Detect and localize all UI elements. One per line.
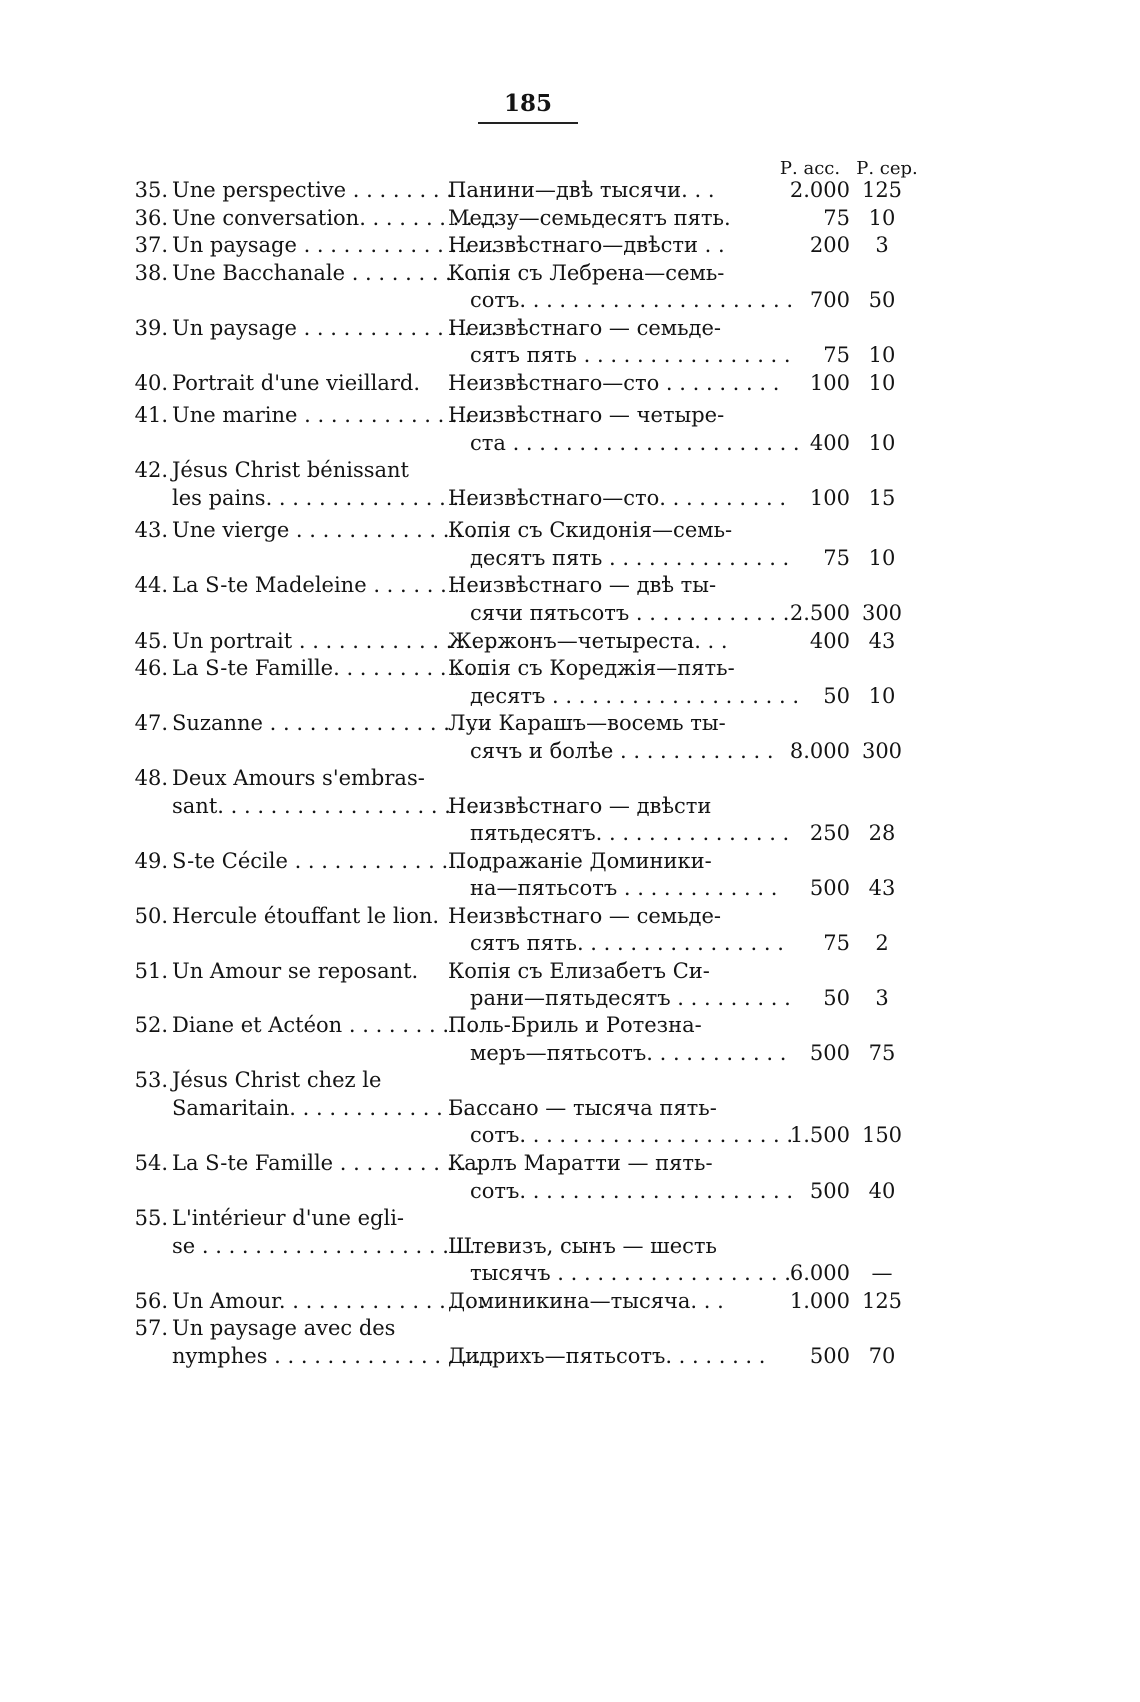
entry-number: 51. (134, 959, 168, 983)
entry-line (0, 313, 1140, 343)
price-silver: 300 (861, 739, 903, 763)
entry-line (0, 1065, 1140, 1095)
price-assignat: 8.000 (789, 739, 850, 763)
entry-line (0, 1010, 1140, 1040)
entry-line (0, 956, 1140, 986)
entry-french-title: Suzanne . . . . . . . . . . . . . . . . . (172, 711, 490, 735)
entry-russian-description: ста . . . . . . . . . . . . . . . . . . . . . . (470, 431, 800, 455)
price-assignat: 500 (809, 1179, 850, 1203)
entry-line (0, 1231, 1140, 1261)
entry-line (0, 598, 1140, 628)
entry-french-title: Un Amour se reposant. (172, 959, 419, 983)
price-silver: 300 (861, 601, 903, 625)
entry-line (0, 543, 1140, 573)
entry-number: 40. (134, 371, 168, 395)
price-assignat: 6.000 (789, 1261, 850, 1285)
entry-russian-description: сятъ пять. . . . . . . . . . . . . . . . (470, 931, 784, 955)
entry-number: 46. (134, 656, 168, 680)
entry-russian-description: Неизвѣстнаго — семьде- (448, 316, 721, 340)
entry-line (0, 983, 1140, 1013)
entry-number: 49. (134, 849, 168, 873)
price-silver: 2 (875, 931, 889, 955)
entry-number: 37. (134, 233, 168, 257)
entry-number: 42. (134, 458, 168, 482)
entry-russian-description: Неизвѣстнаго — двѣ ты- (448, 573, 717, 597)
entry-russian-description: на—пятьсотъ . . . . . . . . . . . . (470, 876, 778, 900)
entry-number: 56. (134, 1289, 168, 1313)
price-assignat: 75 (823, 343, 850, 367)
entry-number: 44. (134, 573, 168, 597)
entry-number: 45. (134, 629, 168, 653)
entry-line (0, 791, 1140, 821)
column-header-assignat: Р. асс. (779, 158, 841, 179)
entry-number: 53. (134, 1068, 168, 1092)
price-silver: 28 (868, 821, 896, 845)
price-silver: 70 (868, 1344, 896, 1368)
price-assignat: 400 (809, 629, 850, 653)
entry-french-title: Un paysage . . . . . . . . . . . . . . . (172, 233, 498, 257)
entry-russian-description: Жержонъ—четыреста. . . (448, 629, 728, 653)
price-silver: 125 (861, 178, 903, 202)
entry-line (0, 230, 1140, 260)
entry-line (0, 1038, 1140, 1068)
entry-line (0, 653, 1140, 683)
entry-line (0, 736, 1140, 766)
entry-french-title: Une conversation. . . . . . . . . . . . (172, 206, 513, 230)
entry-number: 41. (134, 403, 168, 427)
entry-line (0, 285, 1140, 315)
entry-french-title: Une perspective . . . . . . . . . . . . (172, 178, 507, 202)
entry-russian-description: Бассано — тысяча пять- (448, 1096, 717, 1120)
price-assignat: 50 (823, 986, 850, 1010)
price-assignat: 75 (823, 546, 850, 570)
entry-russian-description: пятьдесятъ. . . . . . . . . . . . . . . (470, 821, 790, 845)
entry-number: 55. (134, 1206, 168, 1230)
entry-french-title: Une vierge . . . . . . . . . . . . . . . (172, 518, 490, 542)
entry-russian-description: рани—пятьдесятъ . . . . . . . . . (470, 986, 791, 1010)
entry-russian-description: Неизвѣстнаго—сто. . . . . . . . . . (448, 486, 787, 510)
entry-line (0, 203, 1140, 233)
entry-french-title: L'intérieur d'une egli- (172, 1206, 405, 1230)
entry-french-title: Une marine . . . . . . . . . . . . . . . (172, 403, 498, 427)
entry-french-title: Portrait d'une vieillard. (172, 371, 420, 395)
entry-french-title: sant. . . . . . . . . . . . . . . . . . . . . . (172, 794, 505, 818)
entry-russian-description: Карлъ Маратти — пять- (448, 1151, 713, 1175)
entry-line (0, 258, 1140, 288)
entry-line (0, 483, 1140, 513)
entry-number: 54. (134, 1151, 168, 1175)
entry-french-title: Un portrait . . . . . . . . . . . . . . . (172, 629, 493, 653)
column-header-silver: Р. сер. (856, 158, 918, 179)
entry-french-title: Un paysage . . . . . . . . . . . . . . . (172, 316, 498, 340)
page-number-rule (478, 122, 578, 124)
price-silver: 10 (868, 206, 896, 230)
entry-line (0, 1341, 1140, 1371)
entry-russian-description: десятъ пять . . . . . . . . . . . . . . (470, 546, 790, 570)
entry-number: 35. (134, 178, 168, 202)
price-silver: 10 (868, 371, 896, 395)
entry-french-title: Une Bacchanale . . . . . . . . . . . . (172, 261, 506, 285)
price-silver: 3 (875, 233, 889, 257)
entry-french-title: Hercule étouffant le lion. (172, 904, 440, 928)
entry-russian-description: Медзу—семьдесятъ пять. (448, 206, 731, 230)
price-assignat: 700 (809, 288, 850, 312)
entry-russian-description: сячъ и болѣе . . . . . . . . . . . . (470, 739, 774, 763)
entry-line (0, 455, 1140, 485)
entry-russian-description: Дидрихъ—пятьсотъ. . . . . . . . (448, 1344, 766, 1368)
entry-russian-description: Панини—двѣ тысячи. . . (448, 178, 715, 202)
entry-russian-description: десятъ . . . . . . . . . . . . . . . . . . . (470, 684, 800, 708)
entry-line (0, 368, 1140, 398)
entry-russian-description: Доминикина—тысяча. . . (448, 1289, 724, 1313)
entry-french-title: La S-te Famille. . . . . . . . . . . . (172, 656, 487, 680)
entry-line (0, 1203, 1140, 1233)
entry-line (0, 873, 1140, 903)
entry-french-title: Un paysage avec des (172, 1316, 396, 1340)
price-silver: 125 (861, 1289, 903, 1313)
entry-number: 39. (134, 316, 168, 340)
entry-russian-description: Неизвѣстнаго — семьде- (448, 904, 721, 928)
entry-line (0, 1093, 1140, 1123)
price-silver: 10 (868, 684, 896, 708)
price-silver: 75 (868, 1041, 896, 1065)
price-silver: 10 (868, 546, 896, 570)
price-assignat: 75 (823, 206, 850, 230)
entry-french-title: Deux Amours s'embras- (172, 766, 425, 790)
price-silver: 43 (868, 629, 896, 653)
entry-russian-description: Неизвѣстнаго—сто . . . . . . . . . (448, 371, 780, 395)
entry-french-title: Jésus Christ bénissant (172, 458, 409, 482)
entry-line (0, 428, 1140, 458)
entry-russian-description: Подражаніе Доминики- (448, 849, 712, 873)
entry-line (0, 763, 1140, 793)
entry-french-title: Diane et Actéon . . . . . . . . . . (172, 1013, 476, 1037)
entry-french-title: se . . . . . . . . . . . . . . . . . . . . . . . (172, 1234, 503, 1258)
price-silver: 43 (868, 876, 896, 900)
price-assignat: 500 (809, 1041, 850, 1065)
entry-line (0, 901, 1140, 931)
entry-russian-description: Луи Карашъ—восемь ты- (448, 711, 726, 735)
entry-number: 36. (134, 206, 168, 230)
entry-line (0, 928, 1140, 958)
entry-russian-description: Штевизъ, сынъ — шесть (448, 1234, 717, 1258)
entry-line (0, 400, 1140, 430)
price-silver: 10 (868, 343, 896, 367)
price-silver: 40 (868, 1179, 896, 1203)
entry-number: 47. (134, 711, 168, 735)
entry-french-title: Jésus Christ chez le (172, 1068, 382, 1092)
entry-line (0, 340, 1140, 370)
entry-line (0, 846, 1140, 876)
price-assignat: 400 (809, 431, 850, 455)
entry-line (0, 818, 1140, 848)
price-assignat: 100 (809, 371, 850, 395)
entry-line (0, 1286, 1140, 1316)
entry-number: 50. (134, 904, 168, 928)
entry-line (0, 626, 1140, 656)
entry-number: 38. (134, 261, 168, 285)
entry-russian-description: Копія съ Елизабетъ Си- (448, 959, 710, 983)
price-silver: 15 (868, 486, 896, 510)
entry-russian-description: Поль-Бриль и Ротезна- (448, 1013, 702, 1037)
price-assignat: 500 (809, 876, 850, 900)
price-assignat: 200 (809, 233, 850, 257)
entry-russian-description: сятъ пять . . . . . . . . . . . . . . . . (470, 343, 791, 367)
entry-line (0, 175, 1140, 205)
entry-line (0, 1258, 1140, 1288)
price-assignat: 75 (823, 931, 850, 955)
price-assignat: 1.500 (789, 1123, 850, 1147)
entry-russian-description: сотъ. . . . . . . . . . . . . . . . . . . . . (470, 1179, 794, 1203)
page-number: 185 (503, 90, 552, 117)
entry-french-title: La S-te Madeleine . . . . . . . . . (172, 573, 487, 597)
price-silver: 10 (868, 431, 896, 455)
entry-russian-description: Копія съ Кореджія—пять- (448, 656, 735, 680)
price-assignat: 50 (823, 684, 850, 708)
entry-russian-description: меръ—пятьсотъ. . . . . . . . . . . (470, 1041, 787, 1065)
entry-french-title: La S-te Famille . . . . . . . . . . . (172, 1151, 480, 1175)
price-assignat: 2.000 (789, 178, 850, 202)
price-silver: 50 (868, 288, 896, 312)
entry-russian-description: Неизвѣстнаго—двѣсти . . (448, 233, 725, 257)
entry-line (0, 1313, 1140, 1343)
entry-number: 57. (134, 1316, 168, 1340)
entry-russian-description: Копія съ Скидонія—семь- (448, 518, 733, 542)
entry-line (0, 1176, 1140, 1206)
price-assignat: 2.500 (789, 601, 850, 625)
price-silver: 3 (875, 986, 889, 1010)
price-assignat: 500 (809, 1344, 850, 1368)
price-assignat: 250 (809, 821, 850, 845)
entry-russian-description: сотъ. . . . . . . . . . . . . . . . . . . . . (470, 288, 794, 312)
entry-french-title: Un Amour. . . . . . . . . . . . . . . . (172, 1289, 486, 1313)
entry-number: 43. (134, 518, 168, 542)
entry-line (0, 708, 1140, 738)
entry-line (0, 515, 1140, 545)
entry-french-title: Samaritain. . . . . . . . . . . . . . . (172, 1096, 483, 1120)
entry-russian-description: Копія съ Лебрена—семь- (448, 261, 725, 285)
price-silver: 150 (861, 1123, 903, 1147)
price-assignat: 1.000 (789, 1289, 850, 1313)
entry-number: 52. (134, 1013, 168, 1037)
entry-russian-description: Неизвѣстнаго — двѣсти (448, 794, 712, 818)
entry-russian-description: сячи пятьсотъ . . . . . . . . . . . . (470, 601, 790, 625)
price-silver: — (871, 1261, 893, 1285)
price-assignat: 100 (809, 486, 850, 510)
entry-line (0, 681, 1140, 711)
entry-russian-description: сотъ. . . . . . . . . . . . . . . . . . . . . (470, 1123, 794, 1147)
entry-line (0, 570, 1140, 600)
entry-number: 48. (134, 766, 168, 790)
entry-french-title: S-te Cécile . . . . . . . . . . . . . . . (172, 849, 489, 873)
entry-french-title: les pains. . . . . . . . . . . . . . . . . (172, 486, 486, 510)
entry-russian-description: тысячъ . . . . . . . . . . . . . . . . . . (470, 1261, 791, 1285)
entry-french-title: nymphes . . . . . . . . . . . . . . . . . (172, 1344, 495, 1368)
entry-line (0, 1148, 1140, 1178)
entry-line (0, 1120, 1140, 1150)
entry-russian-description: Неизвѣстнаго — четыре- (448, 403, 725, 427)
